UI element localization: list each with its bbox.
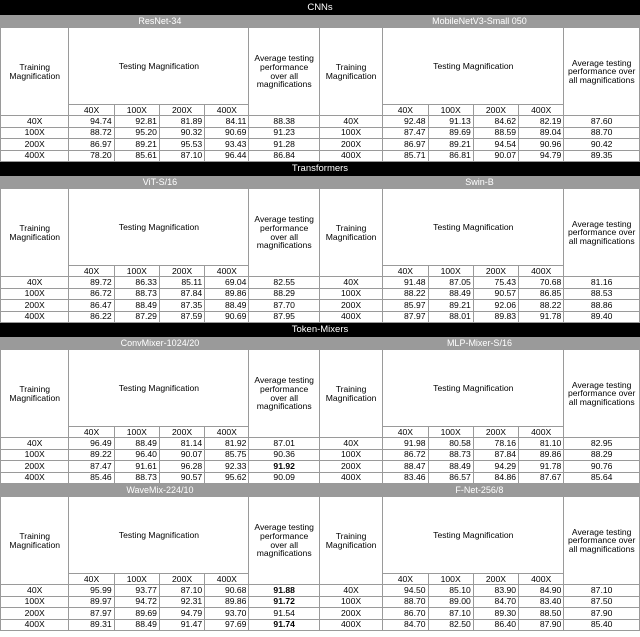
accuracy-cell: 85.71 [383,150,428,162]
average-cell: 85.40 [564,619,640,631]
accuracy-cell: 89.86 [205,288,249,300]
accuracy-cell: 87.67 [519,472,564,484]
magnification-label: 200X [473,266,518,277]
accuracy-cell: 96.28 [159,461,204,473]
accuracy-cell: 87.84 [159,288,204,300]
training-mag-cell: 200X [319,608,382,620]
training-magnification-header: Training Magnification [319,28,382,116]
table-row [1,461,640,473]
training-mag-cell: 100X [1,449,69,461]
average-cell: 90.09 [249,472,319,484]
accuracy-cell: 88.70 [383,596,428,608]
accuracy-cell: 88.49 [114,300,159,312]
average-cell: 88.53 [564,288,640,300]
training-mag-cell: 400X [1,311,69,323]
accuracy-cell: 91.47 [159,619,204,631]
table-row [1,472,640,484]
accuracy-cell: 84.11 [205,116,249,128]
accuracy-cell: 86.97 [383,139,428,151]
accuracy-cell: 85.75 [205,449,249,461]
accuracy-cell: 89.31 [69,619,114,631]
accuracy-cell: 89.30 [473,608,518,620]
model-name-row [1,484,640,497]
table-row [1,300,640,312]
accuracy-cell: 89.69 [428,127,473,139]
magnification-label: 100X [428,574,473,585]
accuracy-cell: 94.74 [69,116,114,128]
model-name-row [1,176,640,189]
magnification-label: 40X [383,266,428,277]
table-row [1,127,640,139]
accuracy-cell: 89.97 [69,596,114,608]
accuracy-cell: 94.79 [519,150,564,162]
testing-magnification-header: Testing Magnification [383,28,564,105]
training-mag-cell: 400X [319,472,382,484]
average-cell: 87.60 [564,116,640,128]
average-cell: 88.38 [249,116,319,128]
model-name: MLP-Mixer-S/16 [319,337,639,350]
testing-magnification-header: Testing Magnification [69,350,249,427]
training-mag-cell: 40X [319,438,382,450]
accuracy-cell: 89.21 [114,139,159,151]
magnification-label: 400X [519,105,564,116]
average-cell: 88.29 [564,449,640,461]
accuracy-cell: 88.50 [519,608,564,620]
accuracy-cell: 90.96 [519,139,564,151]
accuracy-cell: 92.33 [205,461,249,473]
testing-magnification-header: Testing Magnification [69,497,249,574]
accuracy-cell: 88.22 [383,288,428,300]
accuracy-cell: 89.83 [473,311,518,323]
accuracy-cell: 86.47 [69,300,114,312]
table-row [1,438,640,450]
accuracy-cell: 87.97 [69,608,114,620]
accuracy-cell: 88.49 [114,438,159,450]
average-cell: 91.28 [249,139,319,151]
accuracy-cell: 92.48 [383,116,428,128]
accuracy-cell: 87.05 [428,277,473,289]
table-row [1,596,640,608]
training-mag-cell: 400X [319,311,382,323]
accuracy-cell: 90.07 [159,449,204,461]
accuracy-cell: 88.49 [114,619,159,631]
average-performance-header: Average testing performance over all magnifications [564,28,640,116]
accuracy-cell: 95.20 [114,127,159,139]
accuracy-cell: 95.99 [69,585,114,597]
magnification-label: 40X [383,574,428,585]
accuracy-cell: 89.22 [69,449,114,461]
accuracy-cell: 94.72 [114,596,159,608]
accuracy-cell: 87.29 [114,311,159,323]
testing-magnification-header: Testing Magnification [383,497,564,574]
accuracy-cell: 83.90 [473,585,518,597]
model-name: ConvMixer-1024/20 [1,337,320,350]
training-mag-cell: 100X [1,127,69,139]
accuracy-cell: 89.21 [428,300,473,312]
average-cell: 91.72 [249,596,319,608]
magnification-label: 400X [205,105,249,116]
model-name: ResNet-34 [1,15,320,28]
accuracy-cell: 86.33 [114,277,159,289]
magnification-label: 100X [114,427,159,438]
accuracy-cell: 85.97 [383,300,428,312]
model-name: MobileNetV3-Small 050 [319,15,639,28]
average-cell: 89.35 [564,150,640,162]
magnification-label: 200X [159,266,204,277]
average-cell: 82.55 [249,277,319,289]
training-mag-cell: 200X [1,608,69,620]
accuracy-cell: 89.69 [114,608,159,620]
category-header-row [1,162,640,176]
accuracy-cell: 87.90 [519,619,564,631]
training-mag-cell: 100X [319,596,382,608]
accuracy-cell: 86.97 [69,139,114,151]
accuracy-cell: 84.70 [383,619,428,631]
training-mag-cell: 400X [319,150,382,162]
accuracy-cell: 88.72 [69,127,114,139]
magnification-label: 400X [205,427,249,438]
accuracy-cell: 89.00 [428,596,473,608]
accuracy-cell: 87.97 [383,311,428,323]
table-row [1,619,640,631]
training-mag-cell: 200X [319,300,382,312]
training-mag-cell: 40X [319,585,382,597]
category-title: Transformers [1,162,640,176]
accuracy-cell: 96.44 [205,150,249,162]
training-mag-cell: 40X [319,277,382,289]
accuracy-cell: 88.49 [428,288,473,300]
training-mag-cell: 40X [1,116,69,128]
accuracy-cell: 85.46 [69,472,114,484]
average-cell: 89.40 [564,311,640,323]
accuracy-cell: 86.72 [383,449,428,461]
magnification-label: 100X [114,574,159,585]
table-row [1,449,640,461]
accuracy-cell: 88.73 [428,449,473,461]
average-performance-header: Average testing performance over all magnifications [249,28,319,116]
accuracy-cell: 81.89 [159,116,204,128]
training-mag-cell: 40X [1,585,69,597]
magnification-label: 100X [428,105,473,116]
accuracy-cell: 86.72 [69,288,114,300]
column-header-row [1,28,640,105]
average-cell: 82.95 [564,438,640,450]
magnification-label: 40X [69,574,114,585]
accuracy-cell: 96.49 [69,438,114,450]
testing-magnification-header: Testing Magnification [69,28,249,105]
category-title: Token-Mixers [1,323,640,337]
average-cell: 91.92 [249,461,319,473]
accuracy-cell: 89.86 [519,449,564,461]
accuracy-cell: 90.32 [159,127,204,139]
accuracy-cell: 86.57 [428,472,473,484]
magnification-label: 400X [205,574,249,585]
accuracy-cell: 84.86 [473,472,518,484]
accuracy-cell: 84.62 [473,116,518,128]
accuracy-cell: 90.69 [205,311,249,323]
magnification-label: 40X [69,266,114,277]
model-name-row [1,337,640,350]
training-mag-cell: 200X [1,139,69,151]
training-mag-cell: 200X [1,461,69,473]
column-header-row [1,189,640,266]
accuracy-cell: 87.10 [428,608,473,620]
training-mag-cell: 100X [319,449,382,461]
average-cell: 81.16 [564,277,640,289]
average-cell: 87.01 [249,438,319,450]
column-header-row [1,350,640,427]
accuracy-cell: 84.70 [473,596,518,608]
accuracy-cell: 90.07 [473,150,518,162]
accuracy-cell: 93.77 [114,585,159,597]
accuracy-cell: 89.04 [519,127,564,139]
table-row [1,585,640,597]
accuracy-cell: 91.78 [519,461,564,473]
accuracy-cell: 88.01 [428,311,473,323]
average-cell: 91.74 [249,619,319,631]
magnification-label: 100X [114,266,159,277]
accuracy-cell: 90.68 [205,585,249,597]
average-cell: 87.95 [249,311,319,323]
training-mag-cell: 400X [1,472,69,484]
training-mag-cell: 100X [1,596,69,608]
accuracy-cell: 94.29 [473,461,518,473]
table-row [1,608,640,620]
accuracy-cell: 92.06 [473,300,518,312]
accuracy-cell: 90.57 [473,288,518,300]
accuracy-cell: 86.85 [519,288,564,300]
accuracy-cell: 81.14 [159,438,204,450]
accuracy-cell: 89.72 [69,277,114,289]
accuracy-cell: 75.43 [473,277,518,289]
accuracy-cell: 97.69 [205,619,249,631]
magnification-label: 100X [428,427,473,438]
accuracy-cell: 89.21 [428,139,473,151]
accuracy-cell: 69.04 [205,277,249,289]
accuracy-cell: 88.49 [205,300,249,312]
magnification-label: 40X [69,427,114,438]
training-magnification-header: Training Magnification [1,497,69,585]
accuracy-cell: 94.79 [159,608,204,620]
accuracy-cell: 83.46 [383,472,428,484]
magnification-label: 400X [205,266,249,277]
accuracy-cell: 78.16 [473,438,518,450]
accuracy-cell: 94.54 [473,139,518,151]
category-header-row [1,323,640,337]
magnification-label: 40X [383,105,428,116]
average-cell: 86.84 [249,150,319,162]
training-mag-cell: 400X [319,619,382,631]
training-mag-cell: 200X [319,461,382,473]
accuracy-cell: 85.61 [114,150,159,162]
accuracy-cell: 78.20 [69,150,114,162]
category-title: CNNs [1,1,640,15]
accuracy-cell: 88.47 [383,461,428,473]
training-mag-cell: 400X [1,150,69,162]
magnification-label: 400X [519,266,564,277]
accuracy-cell: 81.10 [519,438,564,450]
average-cell: 88.86 [564,300,640,312]
average-cell: 87.10 [564,585,640,597]
accuracy-cell: 91.61 [114,461,159,473]
training-magnification-header: Training Magnification [319,350,382,438]
training-magnification-header: Training Magnification [319,497,382,585]
magnification-label: 200X [159,105,204,116]
accuracy-cell: 86.22 [69,311,114,323]
accuracy-cell: 88.73 [114,472,159,484]
table-row [1,277,640,289]
average-cell: 90.42 [564,139,640,151]
training-mag-cell: 200X [319,139,382,151]
training-mag-cell: 40X [1,277,69,289]
magnification-label: 200X [159,574,204,585]
testing-magnification-header: Testing Magnification [383,189,564,266]
average-cell: 85.64 [564,472,640,484]
magnification-label: 400X [519,574,564,585]
accuracy-cell: 70.68 [519,277,564,289]
training-mag-cell: 40X [1,438,69,450]
average-cell: 91.88 [249,585,319,597]
accuracy-cell: 88.49 [428,461,473,473]
accuracy-cell: 86.70 [383,608,428,620]
accuracy-cell: 94.50 [383,585,428,597]
training-mag-cell: 100X [319,288,382,300]
average-cell: 88.70 [564,127,640,139]
table-row [1,116,640,128]
training-mag-cell: 100X [319,127,382,139]
accuracy-cell: 91.48 [383,277,428,289]
accuracy-cell: 92.31 [159,596,204,608]
model-name: ViT-S/16 [1,176,320,189]
average-performance-header: Average testing performance over all magnifications [249,350,319,438]
accuracy-cell: 82.19 [519,116,564,128]
accuracy-cell: 88.73 [114,288,159,300]
model-name: F-Net-256/8 [319,484,639,497]
accuracy-cell: 80.58 [428,438,473,450]
accuracy-cell: 89.86 [205,596,249,608]
accuracy-cell: 95.53 [159,139,204,151]
magnification-label: 200X [473,574,518,585]
accuracy-cell: 96.40 [114,449,159,461]
training-magnification-header: Training Magnification [1,189,69,277]
average-performance-header: Average testing performance over all magnifications [564,189,640,277]
table-row [1,311,640,323]
table-row [1,139,640,151]
testing-magnification-header: Testing Magnification [383,350,564,427]
accuracy-cell: 90.57 [159,472,204,484]
accuracy-cell: 88.22 [519,300,564,312]
accuracy-cell: 87.10 [159,150,204,162]
training-mag-cell: 200X [1,300,69,312]
accuracy-cell: 81.92 [205,438,249,450]
accuracy-cell: 91.13 [428,116,473,128]
table-row [1,288,640,300]
training-magnification-header: Training Magnification [1,28,69,116]
magnification-label: 400X [519,427,564,438]
training-magnification-header: Training Magnification [319,189,382,277]
average-cell: 90.76 [564,461,640,473]
accuracy-cell: 88.59 [473,127,518,139]
model-name-row [1,15,640,28]
average-performance-header: Average testing performance over all magnifications [249,189,319,277]
magnification-label: 100X [428,266,473,277]
training-magnification-header: Training Magnification [1,350,69,438]
accuracy-cell: 93.70 [205,608,249,620]
average-cell: 91.54 [249,608,319,620]
accuracy-cell: 87.47 [383,127,428,139]
accuracy-cell: 87.10 [159,585,204,597]
training-mag-cell: 400X [1,619,69,631]
accuracy-cell: 85.10 [428,585,473,597]
training-mag-cell: 100X [1,288,69,300]
accuracy-cell: 84.90 [519,585,564,597]
table-row [1,150,640,162]
magnification-label: 200X [473,427,518,438]
accuracy-cell: 83.40 [519,596,564,608]
magnification-label: 100X [114,105,159,116]
accuracy-cell: 86.40 [473,619,518,631]
accuracy-cell: 95.62 [205,472,249,484]
average-performance-header: Average testing performance over all magnifications [564,497,640,585]
accuracy-cell: 91.98 [383,438,428,450]
accuracy-cell: 93.43 [205,139,249,151]
accuracy-cell: 85.11 [159,277,204,289]
average-performance-header: Average testing performance over all magnifications [564,350,640,438]
accuracy-cell: 87.84 [473,449,518,461]
average-performance-header: Average testing performance over all magnifications [249,497,319,585]
testing-magnification-header: Testing Magnification [69,189,249,266]
training-mag-cell: 40X [319,116,382,128]
accuracy-cell: 82.50 [428,619,473,631]
accuracy-cell: 91.78 [519,311,564,323]
magnification-label: 200X [159,427,204,438]
average-cell: 91.23 [249,127,319,139]
accuracy-cell: 87.35 [159,300,204,312]
average-cell: 90.36 [249,449,319,461]
magnification-label: 40X [383,427,428,438]
accuracy-cell: 87.47 [69,461,114,473]
accuracy-cell: 86.81 [428,150,473,162]
model-name: WaveMix-224/10 [1,484,320,497]
magnification-label: 200X [473,105,518,116]
column-header-row [1,497,640,574]
category-header-row [1,1,640,15]
magnification-label: 40X [69,105,114,116]
accuracy-cell: 92.81 [114,116,159,128]
model-name: Swin-B [319,176,639,189]
average-cell: 87.70 [249,300,319,312]
accuracy-cell: 90.69 [205,127,249,139]
accuracy-cell: 87.59 [159,311,204,323]
average-cell: 87.90 [564,608,640,620]
average-cell: 87.50 [564,596,640,608]
average-cell: 88.29 [249,288,319,300]
